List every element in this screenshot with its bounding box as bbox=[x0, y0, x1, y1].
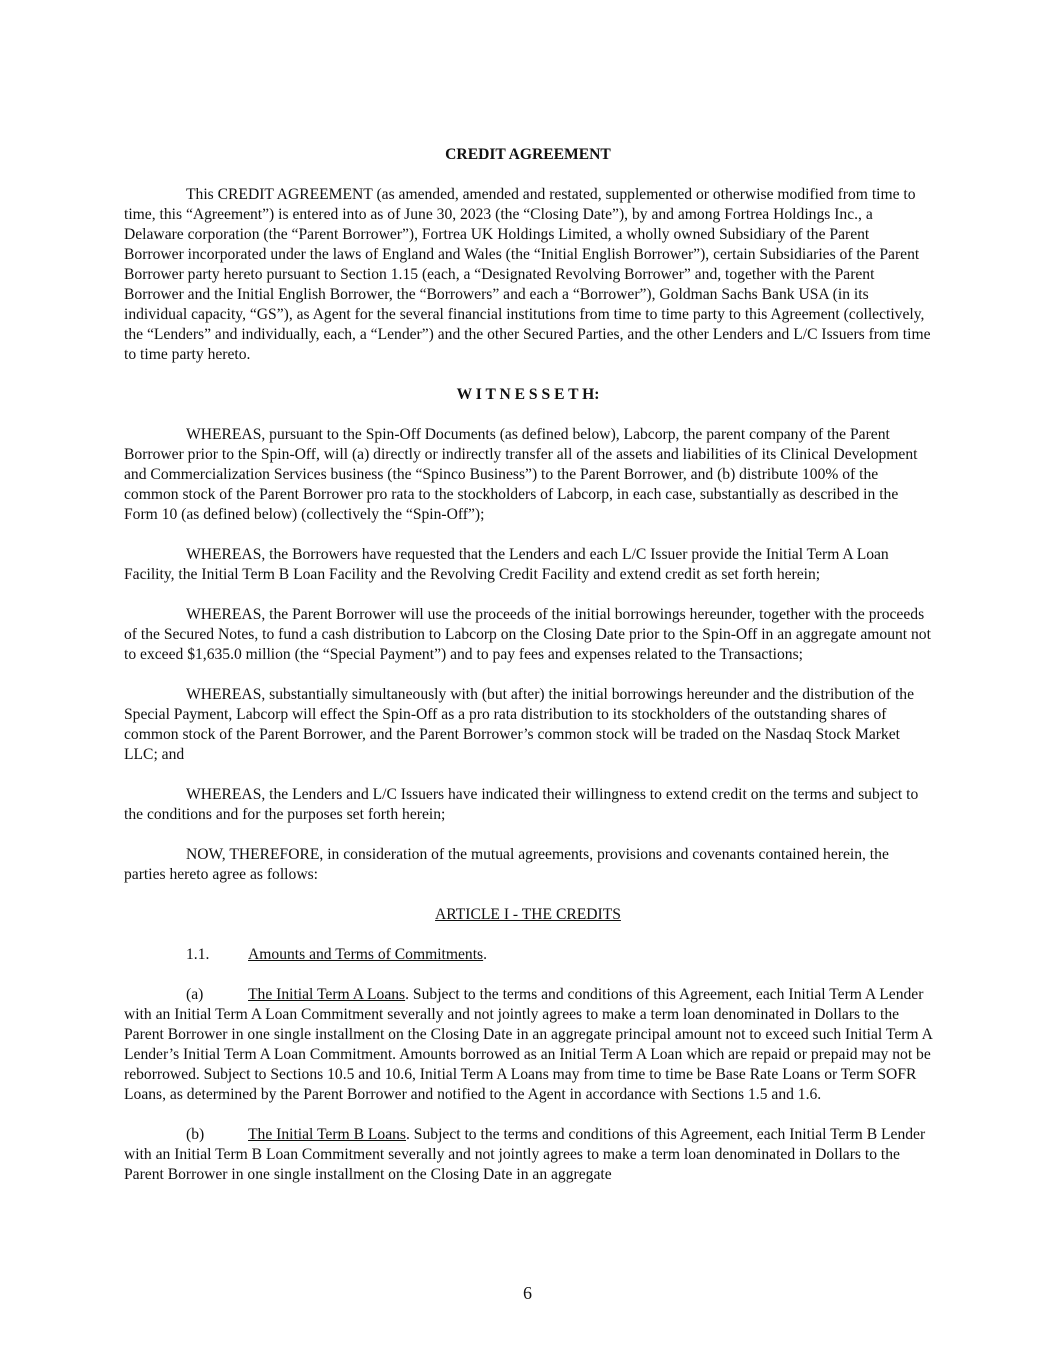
subsection-a-label: (a) bbox=[186, 986, 204, 1003]
document-body bbox=[124, 145, 932, 1205]
intro-paragraph: This CREDIT AGREEMENT (as amended, amended and restated, supplemented or otherwise modified from time to time, this “Agreement”) is entered into as of June 30, 2023 (the “Closing Date”), by and among Fortrea Holdings Inc., a Delaware corporation (the “Parent Borrower”), Fortrea UK Holdings Limited, a wholly owned Subsidiary of the Parent Borrower incorporated under the laws of England and Wales (the “Initial English Borrower”), certain Subsidiaries of the Parent Borrower party hereto pursuant to Section 1.15 (each, a “Designated Revolving Borrower” and, together with the Parent Borrower and the Initial English Borrower, the “Borrowers” and each a “Borrower”), Goldman Sachs Bank USA (in its individual capacity, “GS”), as Agent for the several financial institutions from time to time party to this Agreement (collectively, the “Lenders” and individually, each, a “Lender”) and the other Secured Parties, and the other Lenders and L/C Issuers from time to time party hereto. bbox=[124, 186, 931, 363]
section-title-suffix: . bbox=[483, 946, 488, 963]
whereas-paragraph-4: WHEREAS, substantially simultaneously with (but after) the initial borrowings hereunder and the distribution of the Special Payment, Labcorp will effect the Spin-Off as a pro rata distribution to its stockholders of the outstanding shares of common stock of the Parent Borrower, and the Parent Borrower’s common stock will be traded on the Nasdaq Stock Market LLC; and bbox=[124, 686, 915, 763]
section-number: 1.1. bbox=[186, 946, 210, 963]
article-heading-text: ARTICLE I - THE CREDITS bbox=[435, 906, 621, 923]
subsection-b-heading: The Initial Term B Loans bbox=[248, 1126, 406, 1143]
subsection-a-text: . Subject to the terms and conditions of this Agreement, each Initial Term A Lender with an Initial Term A Loan Commitment severally and not jointly agrees to make a term loan denominated in Dollars to the Parent Borrower in one single installment on the Closing Date in an aggregate principal amount not to exceed such Initial Term A Lender’s Initial Term A Loan Commitment. Amounts borrowed as an Initial Term A Loan which are repaid or prepaid may not be reborrowed. Subject to Sections 10.5 and 10.6, Initial Term A Loans may from time to time be Base Rate Loans or Term SOFR Loans, as determined by the Parent Borrower and notified to the Agent in accordance with Sections 1.5 and 1.6. bbox=[124, 986, 932, 1103]
page-number: 6 bbox=[523, 1283, 532, 1303]
section-heading bbox=[124, 945, 932, 965]
subsection-b bbox=[124, 1125, 932, 1185]
witnesseth-heading: W I T N E S S E T H: bbox=[456, 386, 600, 403]
section-title: Amounts and Terms of Commitments bbox=[248, 946, 484, 963]
now-therefore-paragraph: NOW, THEREFORE, in consideration of the mutual agreements, provisions and covenants contained herein, the parties hereto agree as follows: bbox=[124, 846, 889, 883]
whereas-paragraph-2: WHEREAS, the Borrowers have requested that the Lenders and each L/C Issuer provide the Initial Term A Loan Facility, the Initial Term B Loan Facility and the Revolving Credit Facility and extend credit as set forth herein; bbox=[124, 546, 889, 583]
whereas-paragraph-1: WHEREAS, pursuant to the Spin-Off Documents (as defined below), Labcorp, the parent company of the Parent Borrower prior to the Spin-Off, will (a) directly or indirectly transfer all of the assets and liabilities of its Clinical Development and Commercialization Services business (the “Spinco Business”) to the Parent Borrower, and (b) distribute 100% of the common stock of the Parent Borrower pro rata to the stockholders of Labcorp, in each case, substantially as described in the Form 10 (as defined below) (collectively the “Spin-Off”); bbox=[124, 426, 918, 523]
whereas-paragraph-3: WHEREAS, the Parent Borrower will use the proceeds of the initial borrowings hereunder, together with the proceeds of the Secured Notes, to fund a cash distribution to Labcorp on the Closing Date prior to the Spin-Off in an aggregate amount not to exceed $1,635.0 million (the “Special Payment”) and to pay fees and expenses related to the Transactions; bbox=[124, 606, 931, 663]
subsection-a-heading: The Initial Term A Loans bbox=[248, 986, 406, 1003]
subsection-b-label: (b) bbox=[186, 1126, 205, 1143]
subsection-b-text: . Subject to the terms and conditions of this Agreement, each Initial Term B Lender with an Initial Term B Loan Commitment severally and not jointly agrees to make a term loan denominated in Dollars to the Parent Borrower in one single installment on the Closing Date in an aggregate bbox=[124, 1126, 926, 1183]
article-heading bbox=[124, 905, 932, 925]
whereas-paragraph-5: WHEREAS, the Lenders and L/C Issuers have indicated their willingness to extend credit on the terms and subject to the conditions and for the purposes set forth herein; bbox=[124, 786, 919, 823]
subsection-a bbox=[124, 985, 932, 1105]
document-title: CREDIT AGREEMENT bbox=[445, 146, 611, 163]
